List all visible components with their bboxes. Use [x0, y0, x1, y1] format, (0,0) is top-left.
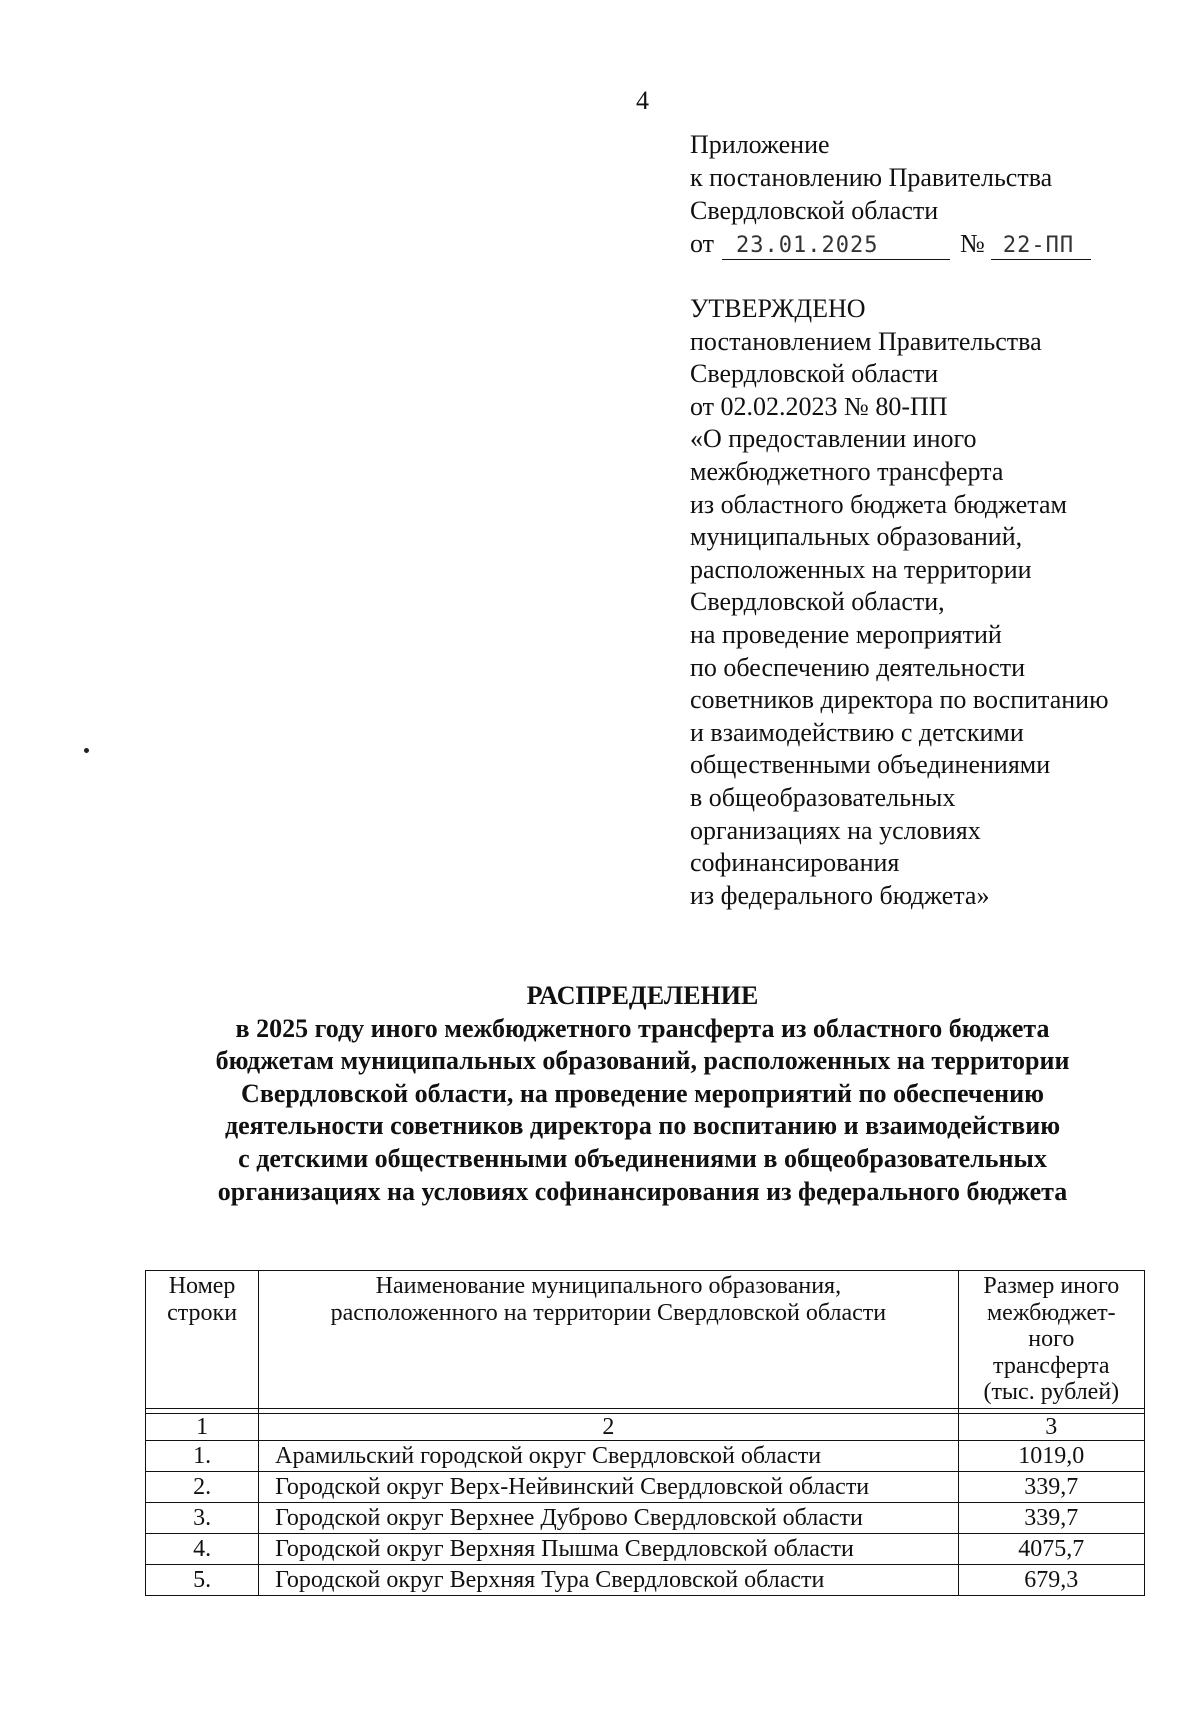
approved-line: советников директора по воспитанию: [690, 685, 1109, 715]
header-text: расположенного на территории Свердловской области: [330, 1299, 887, 1326]
number-prefix: №: [960, 229, 985, 258]
number-field: 22-ПП: [991, 233, 1091, 260]
transfer-amount: 679,3: [958, 1564, 1144, 1595]
approved-block: [690, 293, 1190, 912]
header-text: межбюджет-: [986, 1299, 1116, 1326]
heading-line: с детскими общественными объединениями в общеобразовательных: [238, 1143, 1047, 1173]
approved-line: из областного бюджета бюджетам: [690, 489, 1067, 519]
row-number: 5.: [146, 1564, 259, 1595]
column-number: 3: [958, 1413, 1144, 1440]
table-row: [146, 1440, 1145, 1471]
header-municipality-name: [259, 1271, 958, 1409]
heading-line: Свердловской области, на проведение мероприятий по обеспечению: [241, 1078, 1044, 1108]
appendix-line: Приложение: [690, 130, 830, 159]
table-header-row: [146, 1271, 1145, 1409]
distribution-table: [145, 1270, 1145, 1596]
appendix-block: [690, 128, 1170, 260]
approved-line: в общеобразовательных: [690, 782, 956, 812]
header-text: (тыс. рублей): [983, 1379, 1120, 1405]
heading-line: деятельности советников директора по воспитанию и взаимодействию: [224, 1111, 1061, 1141]
row-number: 4.: [146, 1533, 259, 1564]
column-number: 1: [146, 1413, 259, 1440]
header-row-number: [146, 1271, 259, 1409]
heading-line: бюджетам муниципальных образований, расположенных на территории: [215, 1046, 1070, 1076]
header-text: строки: [167, 1299, 238, 1326]
heading-title: РАСПРЕДЕЛЕНИЕ: [526, 981, 759, 1010]
date-prefix: от: [690, 229, 715, 258]
header-text: трансферта: [993, 1352, 1110, 1379]
scan-speck: [84, 748, 89, 753]
approved-line: муниципальных образований,: [690, 522, 1023, 552]
column-number-row: [146, 1413, 1145, 1440]
municipality-name: Городской округ Верх-Нейвинский Свердловской области: [259, 1471, 958, 1502]
approved-line: межбюджетного трансферта: [690, 456, 1004, 486]
approved-line: на проведение мероприятий: [690, 619, 1002, 649]
table-row: [146, 1471, 1145, 1502]
page-number: 4: [636, 86, 649, 115]
header-text: Номер: [168, 1273, 236, 1299]
appendix-line: к постановлению Правительства: [690, 163, 1053, 192]
approved-line: и взаимодействию с детскими: [690, 717, 1024, 747]
approved-line: Свердловской области: [690, 359, 939, 389]
approved-line: общественными объединениями: [690, 750, 1051, 780]
municipality-name: Городской округ Верхняя Тура Свердловской области: [259, 1564, 958, 1595]
transfer-amount: 4075,7: [958, 1533, 1144, 1564]
approved-line: от 02.02.2023 № 80-ПП: [690, 391, 948, 421]
approved-line: из федерального бюджета»: [690, 880, 990, 910]
table-row: [146, 1502, 1145, 1533]
date-field: 23.01.2025: [722, 233, 950, 260]
approved-line: постановлением Правительства: [690, 326, 1042, 356]
header-text: ного: [1028, 1326, 1075, 1352]
approved-line: «О предоставлении иного: [690, 424, 977, 454]
table-row: [146, 1564, 1145, 1595]
header-text: Наименование муниципального образования,: [375, 1273, 842, 1299]
heading-line: организациях на условиях софинансирования из федерального бюджета: [217, 1176, 1068, 1206]
appendix-date-row: [690, 227, 1170, 260]
appendix-line: Свердловской области: [690, 196, 939, 225]
transfer-amount: 1019,0: [958, 1440, 1144, 1471]
approved-line: Свердловской области,: [690, 587, 945, 617]
table-row: [146, 1533, 1145, 1564]
row-number: 3.: [146, 1502, 259, 1533]
municipality-name: Городской округ Верхнее Дуброво Свердловской области: [259, 1502, 958, 1533]
document-heading: [0, 980, 1200, 1208]
municipality-name: Арамильский городской округ Свердловской области: [259, 1440, 958, 1471]
row-number: 1.: [146, 1440, 259, 1471]
header-text: Размер иного: [983, 1273, 1120, 1299]
municipality-name: Городской округ Верхняя Пышма Свердловской области: [259, 1533, 958, 1564]
approved-line: расположенных на территории: [690, 554, 1032, 584]
approved-line: УТВЕРЖДЕНО: [690, 294, 866, 323]
row-number: 2.: [146, 1471, 259, 1502]
approved-line: организациях на условиях: [690, 815, 981, 845]
transfer-amount: 339,7: [958, 1471, 1144, 1502]
heading-line: в 2025 году иного межбюджетного трансферта из областного бюджета: [235, 1013, 1050, 1043]
transfer-amount: 339,7: [958, 1502, 1144, 1533]
header-transfer-amount: [958, 1271, 1144, 1409]
column-number: 2: [259, 1413, 958, 1440]
approved-line: софинансирования: [690, 848, 900, 878]
approved-line: по обеспечению деятельности: [690, 652, 1026, 682]
